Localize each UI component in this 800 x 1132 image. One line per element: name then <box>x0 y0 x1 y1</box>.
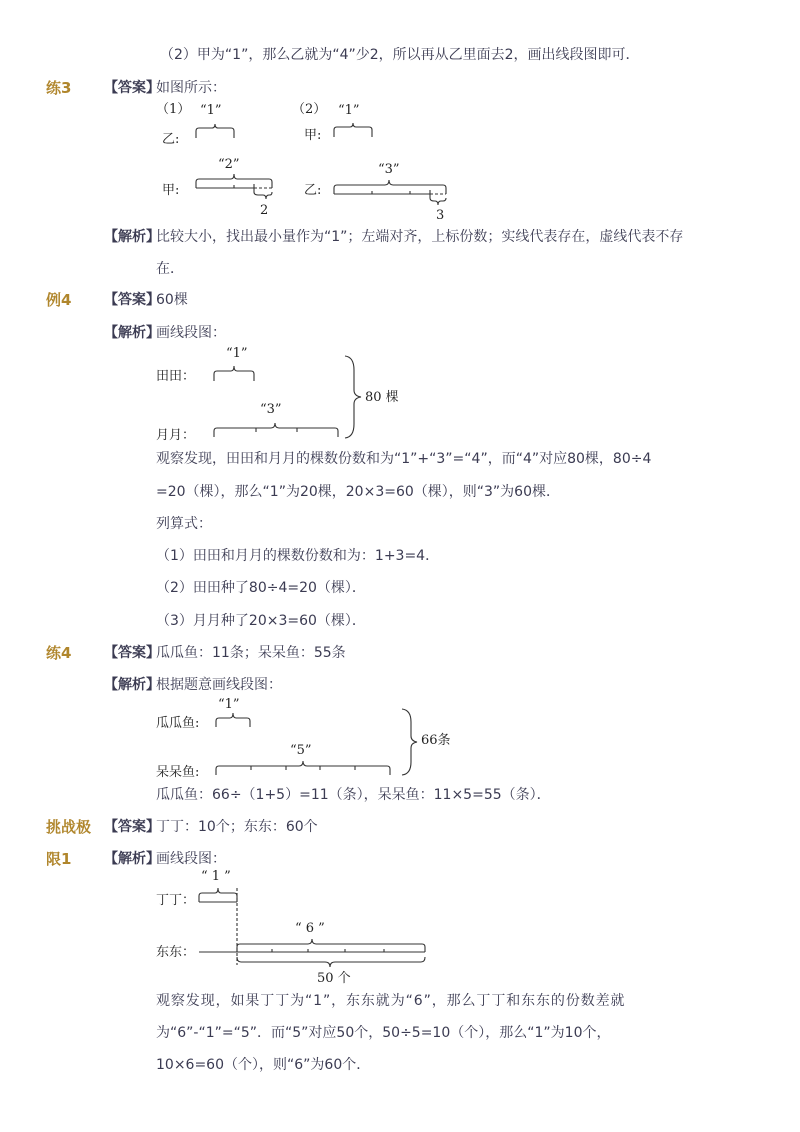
total-label: 66条 <box>421 733 451 748</box>
analysis-tag: 【解析】 <box>104 851 160 867</box>
analysis-line-2: 在． <box>156 261 184 277</box>
row-label-jia: 甲: <box>304 128 322 143</box>
calculation: 瓜瓜鱼：66÷（1+5）=11（条），呆呆鱼：11×5=55（条）． <box>156 787 551 803</box>
row-label-ding: 丁丁： <box>156 893 196 908</box>
row-label-yi: 乙: <box>304 183 322 198</box>
observation-line-1: 观察发现，如果丁丁为“1”，东东就为“6”，那么丁丁和东东的份数差就 <box>156 993 626 1009</box>
section-label: 练3 <box>46 79 72 97</box>
section-label: 例4 <box>46 291 72 309</box>
missing-amount-label: 2 <box>260 203 269 218</box>
intro-sentence: （2）甲为“1”，那么乙就为“4”少2，所以再从乙里面去2，画出线段图即可． <box>160 47 640 63</box>
quote-label-1: “1” <box>200 103 222 118</box>
quote-label-3: “3” <box>378 162 400 177</box>
analysis-intro: 画线段图： <box>156 325 226 341</box>
row-label-gua: 瓜瓜鱼: <box>156 716 200 731</box>
difference-label: 50 个 <box>317 971 351 986</box>
answer-text: 如图所示： <box>156 80 226 96</box>
observation-line-1: 观察发现，田田和月月的棵数份数和为“1”+“3”=“4”，而“4”对应80棵，80÷4 <box>156 451 652 467</box>
quote-label-6: “ 6 ” <box>295 921 325 936</box>
row-label-yue: 月月： <box>156 428 196 443</box>
observation-line-3: 10×6=60（个），则“6”为60个． <box>156 1057 371 1073</box>
section-label: 练4 <box>46 644 72 662</box>
quote-label-2: “2” <box>218 157 240 172</box>
answer-tag: 【答案】 <box>104 80 160 96</box>
quote-label-1: “1” <box>226 346 248 361</box>
row-label-jia: 甲: <box>162 183 180 198</box>
analysis-line-1: 比较大小，找出最小量作为“1”；左端对齐，上标份数；实线代表存在，虚线代表不存 <box>156 229 684 245</box>
analysis-tag: 【解析】 <box>104 325 160 341</box>
row-label-dong: 东东： <box>156 945 196 960</box>
formula-step-3: （3）月月种了20×3=60（棵）． <box>156 613 366 629</box>
row-label-dai: 呆呆鱼: <box>156 765 200 780</box>
answer-tag: 【答案】 <box>104 292 160 308</box>
analysis-intro: 根据题意画线段图： <box>156 677 282 693</box>
answer-tag: 【答案】 <box>104 645 160 661</box>
analysis-tag: 【解析】 <box>104 677 160 693</box>
section-label-line-2: 限1 <box>46 850 72 868</box>
quote-label-1: “1” <box>338 103 360 118</box>
quote-label-5: “5” <box>290 743 312 758</box>
total-label: 80 棵 <box>365 390 399 405</box>
figure-part-label: （1） <box>156 102 191 117</box>
formula-step-1: （1）田田和月月的棵数份数和为：1+3=4． <box>156 548 440 564</box>
answer-text: 瓜瓜鱼：11条；呆呆鱼：55条 <box>156 645 346 661</box>
figure-part-label: （2） <box>292 102 327 117</box>
quote-label-1: “ 1 ” <box>201 869 231 884</box>
row-label-tian: 田田： <box>156 369 196 384</box>
row-label-yi: 乙: <box>162 132 180 147</box>
formula-label: 列算式： <box>156 516 212 532</box>
answer-tag: 【答案】 <box>104 819 160 835</box>
missing-amount-label: 3 <box>436 208 445 223</box>
observation-line-2: 为“6”-“1”=“5”．而“5”对应50个，50÷5=10（个），那么“1”为10个， <box>156 1025 611 1041</box>
quote-label-1: “1” <box>218 697 240 712</box>
section-label-line-1: 挑战极 <box>46 818 92 836</box>
answer-text: 60棵 <box>156 292 188 308</box>
analysis-intro: 画线段图： <box>156 851 226 867</box>
observation-line-2: =20（棵），那么“1”为20棵，20×3=60（棵），则“3”为60棵． <box>156 484 560 500</box>
quote-label-3: “3” <box>260 402 282 417</box>
formula-step-2: （2）田田种了80÷4=20（棵）． <box>156 580 366 596</box>
analysis-tag: 【解析】 <box>104 229 160 245</box>
answer-text: 丁丁：10个；东东：60个 <box>156 819 318 835</box>
